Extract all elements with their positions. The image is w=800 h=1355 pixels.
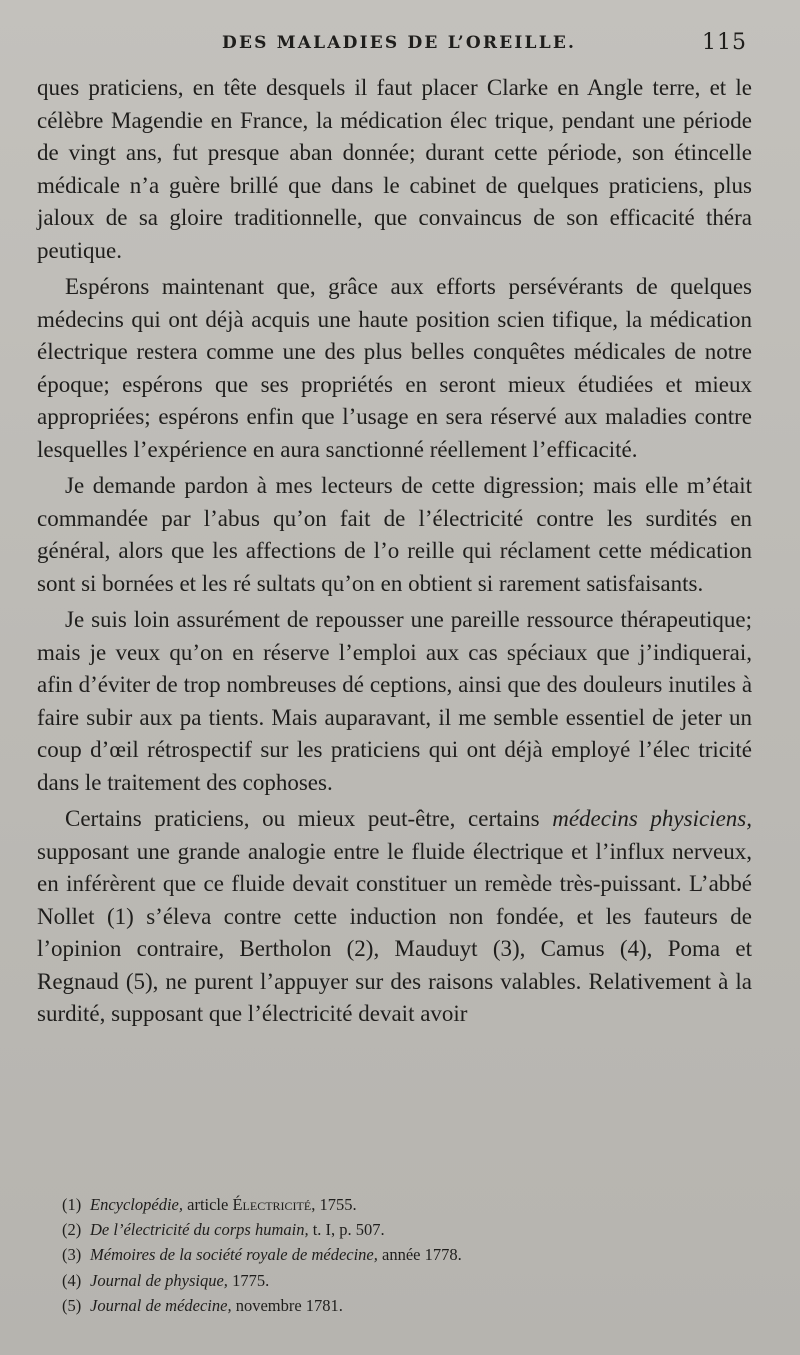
footnote-title: Mémoires de la société royale de médecine, <box>90 1245 378 1265</box>
footnote-text: novembre 1781. <box>231 1295 343 1315</box>
footnotes <box>62 1192 762 1318</box>
text-line: Je demande pardon à mes lecteurs de cette digression; mais <box>65 473 637 498</box>
text-line: sultats qu’on en obtient si rarement satisfaisants. <box>256 570 704 596</box>
footnote-text: t. I, p. 507. <box>308 1220 385 1240</box>
text-line: tricité dans le traitement des cophoses. <box>37 737 752 795</box>
footnote-text: 1775. <box>227 1270 270 1290</box>
paragraph-1 <box>37 72 752 267</box>
footnote-title: De l’électricité du corps humain, <box>90 1220 309 1240</box>
text-line: spéciaux que j’indiquerai, afin d’éviter de trop nombreuses dé <box>37 639 753 697</box>
footnote-number: (1) <box>62 1195 82 1214</box>
footnote-title: Encyclopédie, <box>90 1195 183 1214</box>
text-line: terre, et le célèbre Magendie en France, la médication élec <box>37 75 752 133</box>
text-line: contre les surdités en général, alors que les affections de l’o <box>37 505 752 563</box>
footnote-smallcaps: Électricité <box>232 1195 312 1214</box>
text-line: quelques médecins qui ont déjà acquis une haute position scien <box>37 274 752 332</box>
text-line: trique, pendant une période de vingt ans, fut presque aban <box>37 107 753 165</box>
text-line: belles conquêtes médicales de notre époque; espérons que <box>37 339 753 397</box>
footnote-number: (4) <box>62 1270 82 1290</box>
text-line: reille qui réclament cette médication sont si bornées et les ré <box>37 538 752 596</box>
text-line: d’œil rétrospectif sur les praticiens qui ont déjà employé l’élec <box>90 737 690 762</box>
text-line: donnée; durant cette période, son étincelle médicale n’a guère <box>37 140 752 198</box>
footnote-text: article <box>183 1195 233 1214</box>
text-line: sa gloire traditionnelle, que convaincus de son efficacité théra <box>138 205 753 230</box>
text-line: Je suis loin assurément de repousser une pareille ressource <box>65 607 614 632</box>
text-run: supposant une grande analogie entre le fluide électrique et l’influx nerveux, en inférèrent que ce fluide devait constituer un remède très-puissant. L’abbé Nollet (1) s’éleva contre cette induction non fondée, et les fauteurs de l’opinion contraire, Bertholon (2), Mauduyt (3), Camus (4), Poma et Regnaud (5), ne purent l’appuyer sur des raisons valables. Relativement à la surdité, supposant que l’électricité devait avoir <box>37 838 752 1026</box>
paragraph-4 <box>37 604 752 799</box>
footnote-2 <box>62 1217 762 1242</box>
text-line: peutique. <box>37 237 122 263</box>
body-text <box>37 72 752 1035</box>
footnote-title: Journal de physique, <box>90 1270 228 1290</box>
footnote-number: (3) <box>62 1245 82 1265</box>
text-line: tients. Mais auparavant, il me semble essentiel de jeter un coup <box>37 704 752 762</box>
footnote-number: (5) <box>62 1295 82 1315</box>
text-line: espérons enfin que l’usage en sera réservé aux maladies contre <box>158 404 752 429</box>
text-line: Espérons maintenant que, grâce aux efforts persévérants de <box>65 274 658 299</box>
running-title: DES MALADIES DE L’OREILLE. <box>222 33 577 53</box>
text-line: thérapeutique; mais je veux qu’on en réserve l’emploi aux cas <box>37 607 752 665</box>
text-line: lesquelles l’expérience en aura sanctionné réellement l’efficacité. <box>37 436 638 462</box>
italic-text: médecins physiciens, <box>552 806 752 831</box>
footnote-4 <box>62 1268 762 1293</box>
footnote-5 <box>62 1293 762 1318</box>
text-line: tifique, la médication électrique restera comme une des plus <box>37 306 752 364</box>
text-line: ses propriétés en seront mieux étudiées et mieux appropriées; <box>37 371 752 429</box>
paragraph-5 <box>37 803 752 1031</box>
text-run: Certains praticiens, ou mieux peut-être, certains <box>65 806 553 831</box>
page-number: 115 <box>702 30 747 55</box>
text-line: ques praticiens, en tête desquels il faut placer Clarke en Angle <box>37 75 644 100</box>
footnote-1 <box>62 1192 762 1217</box>
footnote-text: année 1778. <box>377 1245 462 1265</box>
footnote-3 <box>62 1242 762 1267</box>
paragraph-2 <box>37 271 752 466</box>
page-header <box>0 30 800 60</box>
text-line: ceptions, ainsi que des douleurs inutiles à faire subir aux pa <box>37 672 753 730</box>
text-line: brillé que dans le cabinet de quelques praticiens, plus jaloux de <box>37 172 753 230</box>
footnote-text: , 1755. <box>311 1195 357 1214</box>
paragraph-3 <box>37 470 752 600</box>
text-line: elle m’était commandée par l’abus qu’on fait de l’électricité <box>37 473 752 531</box>
footnote-number: (2) <box>62 1220 82 1240</box>
footnote-title: Journal de médecine, <box>90 1295 232 1315</box>
